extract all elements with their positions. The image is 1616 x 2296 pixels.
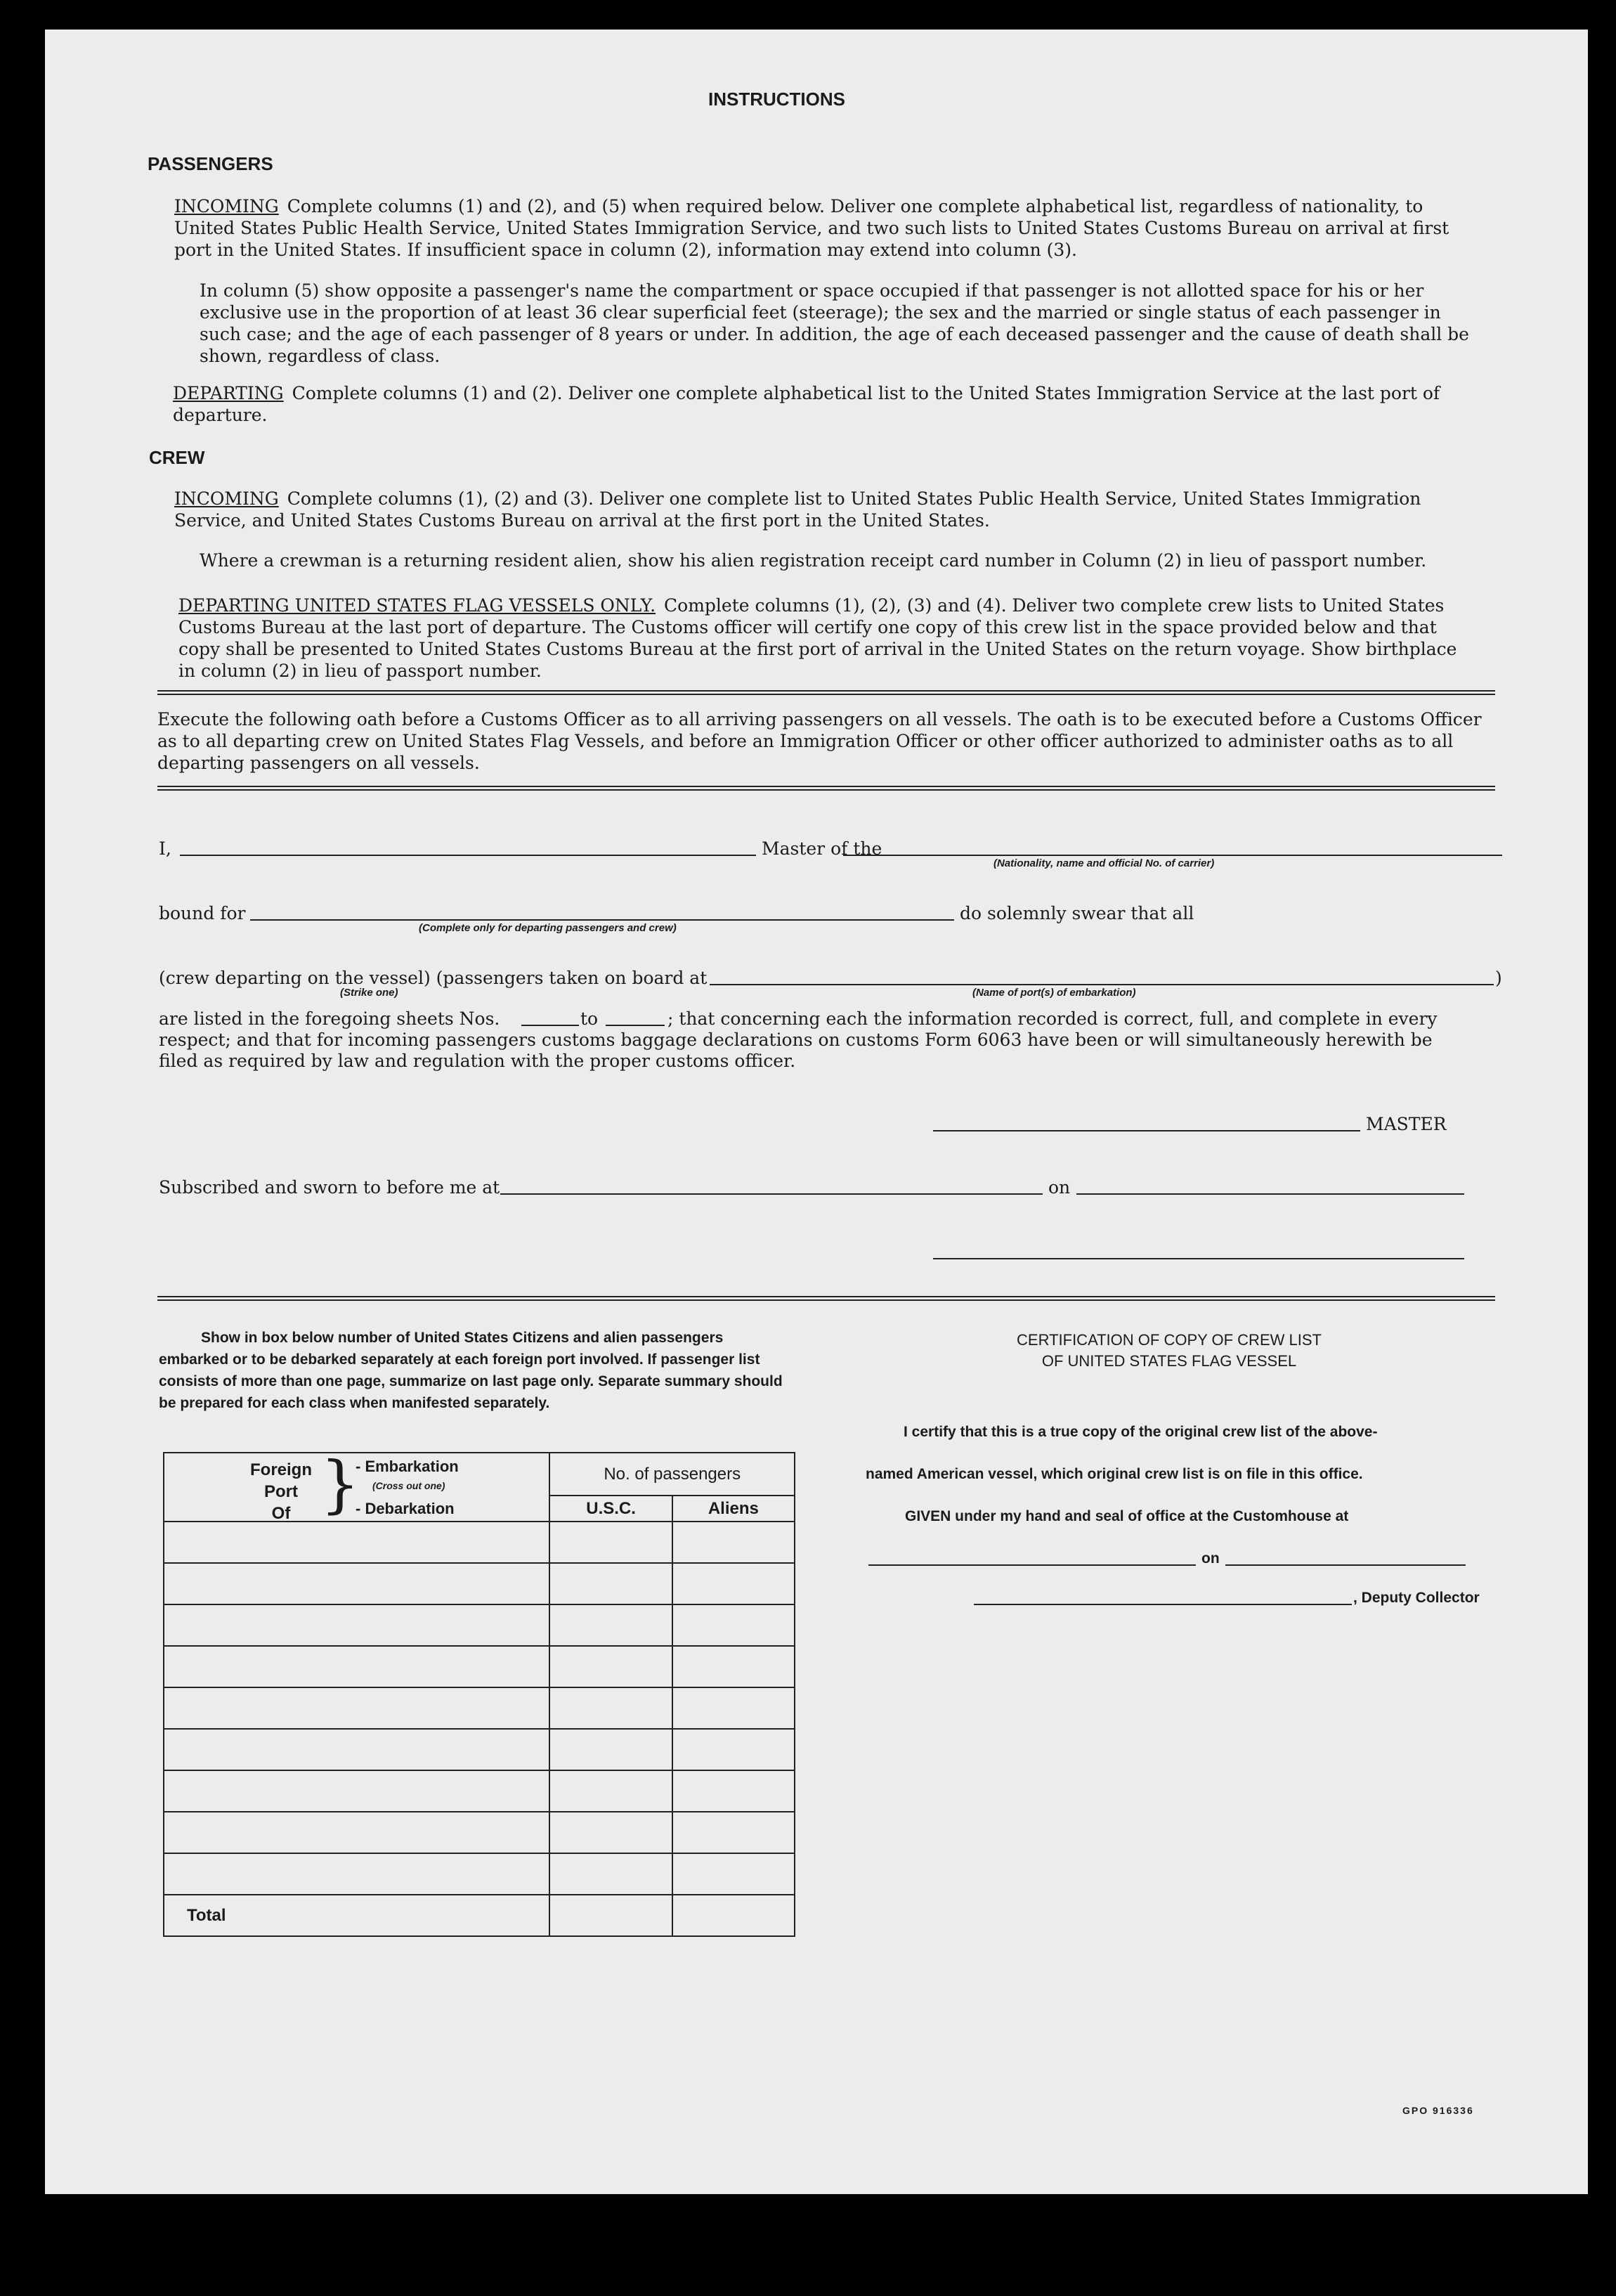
aliens-cell[interactable] [672,1604,795,1646]
crew-heading: CREW [149,447,205,468]
crew-departing-label: DEPARTING UNITED STATES FLAG VESSELS ONLY. [178,595,656,616]
aliens-cell[interactable] [672,1853,795,1895]
oath-intro: Execute the following oath before a Customs Officer as to all arriving passengers on all vessels. The oath is to be executed before a Customs Officer as to all departing crew on United States Flag Vessels, and before an Immigration Officer or other officer authorized to administer oaths as to all departing passengers on all vessels. [157,709,1482,773]
sworn-date-field[interactable] [1076,1193,1464,1195]
certification-title-line-2: OF UNITED STATES FLAG VESSEL [1041,1352,1297,1370]
bound-for-field[interactable] [250,919,954,921]
passenger-summary-table [163,1448,795,1937]
master-signature-field[interactable] [933,1130,1360,1131]
header-brace: } [320,1448,360,1520]
certify-line-1: I certify that this is a true copy of the original crew list of the above- [904,1424,1378,1440]
officer-signature-field[interactable] [933,1258,1464,1259]
strike-one-note: (Strike one) [340,987,398,999]
bound-for-label: bound for [159,903,246,923]
table-row [164,1646,795,1687]
total-usc-cell[interactable] [549,1895,672,1936]
cert-on-label: on [1201,1550,1220,1567]
form-sheet [45,30,1588,2194]
port-cell[interactable] [164,1853,549,1895]
port-cell[interactable] [164,1522,549,1563]
usc-cell[interactable] [549,1604,672,1646]
incoming-label: INCOMING [174,196,279,216]
header-cross-out: (Cross out one) [372,1480,445,1491]
incoming-text: Complete columns (1) and (2), and (5) when required below. Deliver one complete alphabetical list, regardless of nationality, to United States Public Health Service, United States Immigration Service, and two such lists to United States Customs Bureau on arrival at first port in the United States. If insufficient space in column (2), information may extend into column (3). [174,196,1449,260]
usc-cell[interactable] [549,1563,672,1604]
certification-title [853,1330,1485,1372]
crew-departing-label-line: (crew departing on the vessel) (passengers taken on board at [159,968,708,988]
aliens-cell[interactable] [672,1729,795,1770]
header-of: Of [271,1504,291,1523]
aliens-cell[interactable] [672,1522,795,1563]
table-row [164,1729,795,1770]
carrier-note: (Nationality, name and official No. of carrier) [993,857,1215,869]
port-cell[interactable] [164,1604,549,1646]
divider-1 [157,690,1495,695]
header-port: Port [264,1482,298,1501]
usc-header: U.S.C. [549,1496,672,1522]
aliens-cell[interactable] [672,1687,795,1729]
aliens-cell[interactable] [672,1563,795,1604]
usc-cell[interactable] [549,1522,672,1563]
port-cell[interactable] [164,1563,549,1604]
no-passengers-header: No. of passengers [549,1453,795,1496]
crew-incoming-label: INCOMING [174,488,279,509]
crewman-paragraph: Where a crewman is a returning resident alien, show his alien registration receipt card number in Column (2) in lieu of passport number. [200,550,1427,571]
listed-line-2: respect; and that for incoming passengers customs baggage declarations on customs Form 6063 have been or will simultaneously herewith be [159,1030,1433,1050]
sworn-on-label: on [1048,1177,1071,1198]
crew-departing-paragraph [178,595,1464,682]
deputy-collector-label: , Deputy Collector [1353,1590,1480,1606]
usc-cell[interactable] [549,1770,672,1812]
crew-departing-text: Complete columns (1), (2), (3) and (4). Deliver two complete crew lists to United States Customs Bureau at the last port of departure. The Customs officer will certify one copy of this crew list in the space provided below and that copy shall be presented to United States Customs Bureau at the first port of arrival in the United States on the return voyage. Show birthplace in column (2) in lieu of passport number. [178,595,1457,681]
table-row [164,1687,795,1729]
header-debarkation: - Debarkation [356,1500,455,1517]
crew-incoming-paragraph [174,488,1474,531]
passengers-departing-paragraph [173,382,1487,426]
customhouse-field[interactable] [868,1564,1196,1566]
crew-incoming-text: Complete columns (1), (2) and (3). Deliver one complete list to United States Public Health Service, United States Immigration Service, and United States Customs Bureau on arrival at the first port in the United States. [174,488,1421,531]
aliens-header: Aliens [672,1496,795,1522]
master-name-field[interactable] [180,855,756,856]
divider-2 [157,786,1495,791]
departing-label: DEPARTING [173,383,284,403]
total-row [164,1895,795,1936]
table-row [164,1853,795,1895]
port-cell[interactable] [164,1687,549,1729]
solemnly-swear-label: do solemnly swear that all [960,903,1194,923]
aliens-cell[interactable] [672,1770,795,1812]
summary-instructions: Show in box below number of United States Citizens and alien passengers embarked or to be debarked separately at each foreign port involved. If passenger list consists of more than one page, summarize on last page only. Separate summary should be prepared for each class when manifested separately. [159,1330,783,1411]
given-line: GIVEN under my hand and seal of office at the Customhouse at [905,1508,1349,1524]
total-label: Total [164,1895,549,1936]
deputy-collector-signature-field[interactable] [974,1604,1352,1605]
gpo-code: GPO 916336 [1402,2105,1474,2116]
certification-title-line-1: CERTIFICATION OF COPY OF CREW LIST [1017,1331,1322,1349]
passengers-heading: PASSENGERS [148,153,273,174]
usc-cell[interactable] [549,1812,672,1853]
header-foreign: Foreign [250,1460,312,1479]
port-cell[interactable] [164,1729,549,1770]
usc-cell[interactable] [549,1853,672,1895]
port-cell[interactable] [164,1812,549,1853]
passengers-incoming-paragraph [174,195,1488,261]
listed-to-label: to [580,1008,599,1029]
usc-cell[interactable] [549,1646,672,1687]
table-row [164,1563,795,1604]
instructions-title: INSTRUCTIONS [708,89,845,110]
oath-i-label: I, [159,838,171,859]
bound-for-note: (Complete only for departing passengers and crew) [419,922,677,934]
usc-cell[interactable] [549,1687,672,1729]
master-of-the-label: Master of the [762,838,882,859]
table-row [164,1522,795,1563]
cert-date-field[interactable] [1225,1564,1466,1566]
table-row [164,1812,795,1853]
carrier-field[interactable] [843,855,1502,856]
foreign-port-header [164,1448,549,1523]
table-row [164,1604,795,1646]
embarkation-port-field[interactable] [710,984,1494,985]
listed-post-label: ; that concerning each the information recorded is correct, full, and complete in every [667,1008,1438,1029]
sheet-from-field[interactable] [521,1025,579,1026]
departing-text: Complete columns (1) and (2). Deliver one complete alphabetical list to the United States Immigration Service at the last port of departure. [173,383,1440,425]
port-cell[interactable] [164,1646,549,1687]
sworn-place-field[interactable] [500,1193,1043,1195]
subscribed-label: Subscribed and sworn to before me at [159,1177,500,1198]
sheet-to-field[interactable] [606,1025,665,1026]
listed-line-3: filed as required by law and regulation with the proper customs officer. [159,1051,796,1071]
aliens-cell[interactable] [672,1812,795,1853]
port-note: (Name of port(s) of embarkation) [972,987,1136,999]
certify-line-2: named American vessel, which original crew list is on file in this office. [866,1466,1363,1482]
usc-cell[interactable] [549,1729,672,1770]
column5-paragraph: In column (5) show opposite a passenger's name the compartment or space occupied if that passenger is not allotted space for his or her exclusive use in the proportion of at least 36 clear superficial feet (steerage); the sex and the married or single status of each passenger in such case; and the age of each passenger of 8 years or under. In addition, the age of each deceased passenger and the cause of death shall be shown, regardless of class. [200,280,1469,366]
table-row [164,1770,795,1812]
listed-pre-label: are listed in the foregoing sheets Nos. [159,1008,500,1029]
header-embarkation: - Embarkation [356,1458,459,1475]
aliens-cell[interactable] [672,1646,795,1687]
port-cell[interactable] [164,1770,549,1812]
divider-3 [157,1296,1495,1301]
close-paren: ) [1495,968,1502,988]
total-aliens-cell[interactable] [672,1895,795,1936]
master-label: MASTER [1366,1114,1447,1134]
